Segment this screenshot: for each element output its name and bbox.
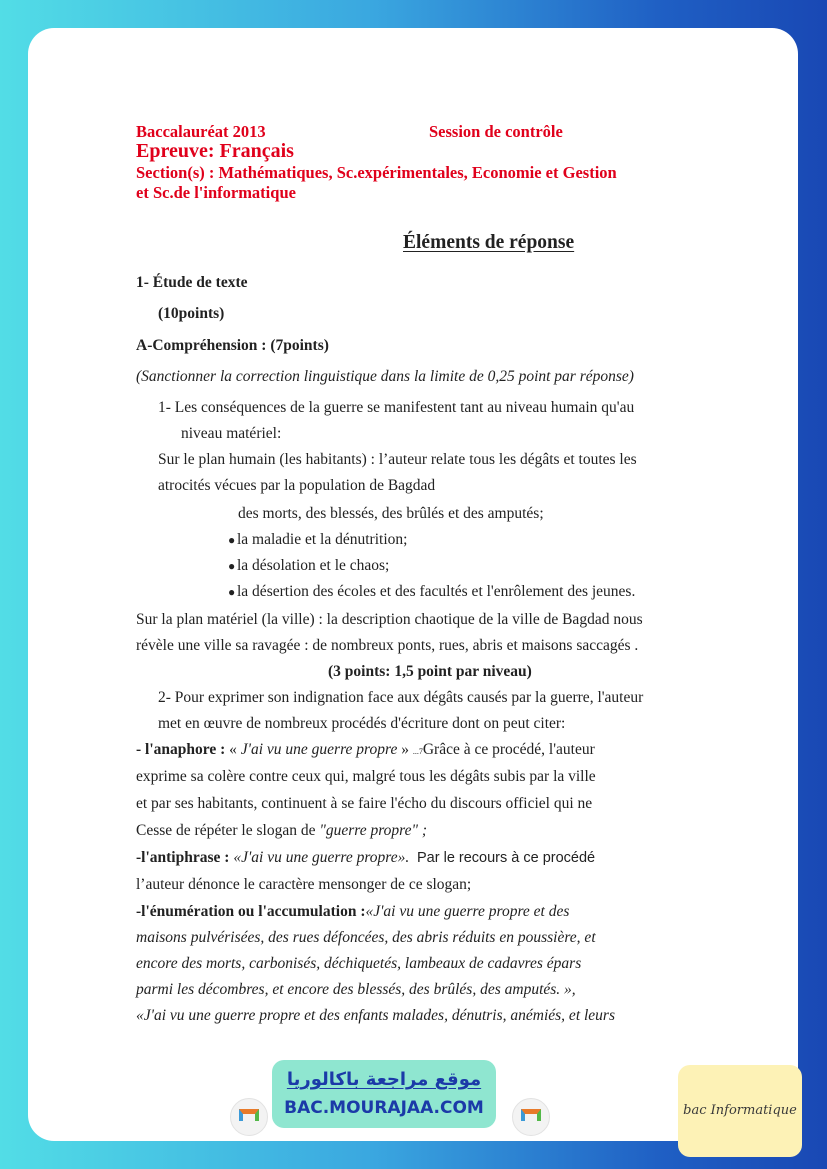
anaphore-ref: ...7 [412, 747, 423, 756]
enumeration-line-4: parmi les décombres, et encore des blessés, des brûlés, des amputés. », [136, 981, 576, 998]
bullet-icon: ● [228, 585, 236, 599]
q1-humain-2: atrocités vécues par la population de Bagdad [158, 477, 436, 494]
q1-humain-1: Sur le plan humain (les habitants) : l’auteur relate tous les dégâts et toutes les [158, 451, 637, 468]
enumeration-quote: «J'ai vu une guerre propre et des [365, 903, 570, 920]
sections-line-2: et Sc.de l'informatique [136, 183, 296, 202]
bullet-icon: ● [228, 533, 236, 547]
antiphrase-line-1 [136, 849, 595, 867]
enumeration-line-3: encore des morts, carbonisés, déchiquetés, lambeaux de cadavres épars [136, 955, 582, 972]
anaphore-label: - l'anaphore : [136, 741, 226, 758]
list-item: ● la désolation et le chaos; [228, 557, 390, 574]
q1-materiel-2: révèle une ville sa ravagée : de nombreux ponts, rues, abris et maisons saccagés . [136, 637, 639, 654]
antiphrase-label: -l'antiphrase : [136, 849, 230, 866]
list-item: ● la désertion des écoles et des facultés et l'enrôlement des jeunes. [228, 583, 636, 600]
epreuve-label: Epreuve: Français [136, 140, 294, 162]
q1-bareme: (3 points: 1,5 point par niveau) [328, 663, 532, 680]
list-item: des morts, des blessés, des brûlés et des amputés; [238, 505, 544, 522]
comprehension-heading: A-Compréhension : (7points) [136, 337, 329, 354]
section-heading: 1- Étude de texte [136, 274, 248, 291]
enumeration-line-2: maisons pulvérisées, des rues défoncées, des abris réduits en poussière, et [136, 929, 596, 946]
enumeration-line-1 [136, 903, 569, 921]
quote-close: » [397, 741, 413, 758]
page-title: Éléments de réponse [403, 232, 575, 253]
antiphrase-quote: «J'ai vu une guerre propre». [229, 849, 410, 866]
session-label: Session de contrôle [429, 122, 563, 141]
section-points: (10points) [158, 305, 225, 322]
bac-informatique-badge: bac Informatique [678, 1065, 802, 1157]
enumeration-line-5: «J'ai vu une guerre propre et des enfants malades, dénutris, anémiés, et leurs [136, 1007, 615, 1024]
anaphore-quote: J'ai vu une guerre propre [240, 741, 398, 758]
quote-open: « [225, 741, 241, 758]
q2-line-1: 2- Pour exprimer son indignation face aux dégâts causés par la guerre, l'auteur [158, 689, 644, 706]
q1-line-1: 1- Les conséquences de la guerre se manifestent tant au niveau humain qu'au [158, 399, 635, 416]
sections-line-1: Section(s) : Mathématiques, Sc.expérimentales, Economie et Gestion [136, 163, 617, 182]
document-page [28, 28, 798, 1141]
enumeration-label: -l'énumération ou l'accumulation : [136, 903, 366, 920]
anaphore-line-4: Cesse de répéter le slogan de "guerre propre" ; [136, 822, 428, 839]
antiphrase-line-2: l’auteur dénonce le caractère mensonger de ce slogan; [136, 876, 472, 893]
list-item: ● la maladie et la dénutrition; [228, 531, 408, 548]
site-url[interactable]: BAC.MOURAJAA.COM [284, 1098, 484, 1118]
exam-year: Baccalauréat 2013 [136, 122, 266, 141]
correction-note: (Sanctionner la correction linguistique dans la limite de 0,25 point par réponse) [136, 368, 634, 385]
bullet-icon: ● [228, 559, 236, 573]
book-logo-icon [512, 1098, 550, 1136]
anaphore-line-3: et par ses habitants, continuent à se faire l'écho du discours officiel qui ne [136, 795, 593, 812]
anaphore-text: Grâce à ce procédé, l'auteur [422, 741, 595, 758]
antiphrase-text: Par le recours à ce procédé [417, 850, 596, 866]
anaphore-line-1 [136, 741, 595, 761]
slogan-quote: "guerre propre" ; [319, 822, 428, 839]
book-logo-icon [230, 1098, 268, 1136]
site-name-arabic: موقع مراجعة باكالوريا [286, 1069, 482, 1090]
site-banner[interactable] [272, 1060, 496, 1128]
q1-line-2: niveau matériel: [181, 425, 282, 442]
q2-line-2: met en œuvre de nombreux procédés d'écriture dont on peut citer: [158, 715, 566, 732]
q1-materiel-1: Sur la plan matériel (la ville) : la description chaotique de la ville de Bagdad nous [136, 611, 643, 628]
anaphore-line-2: exprime sa colère contre ceux qui, malgré tous les dégâts subis par la ville [136, 768, 596, 785]
